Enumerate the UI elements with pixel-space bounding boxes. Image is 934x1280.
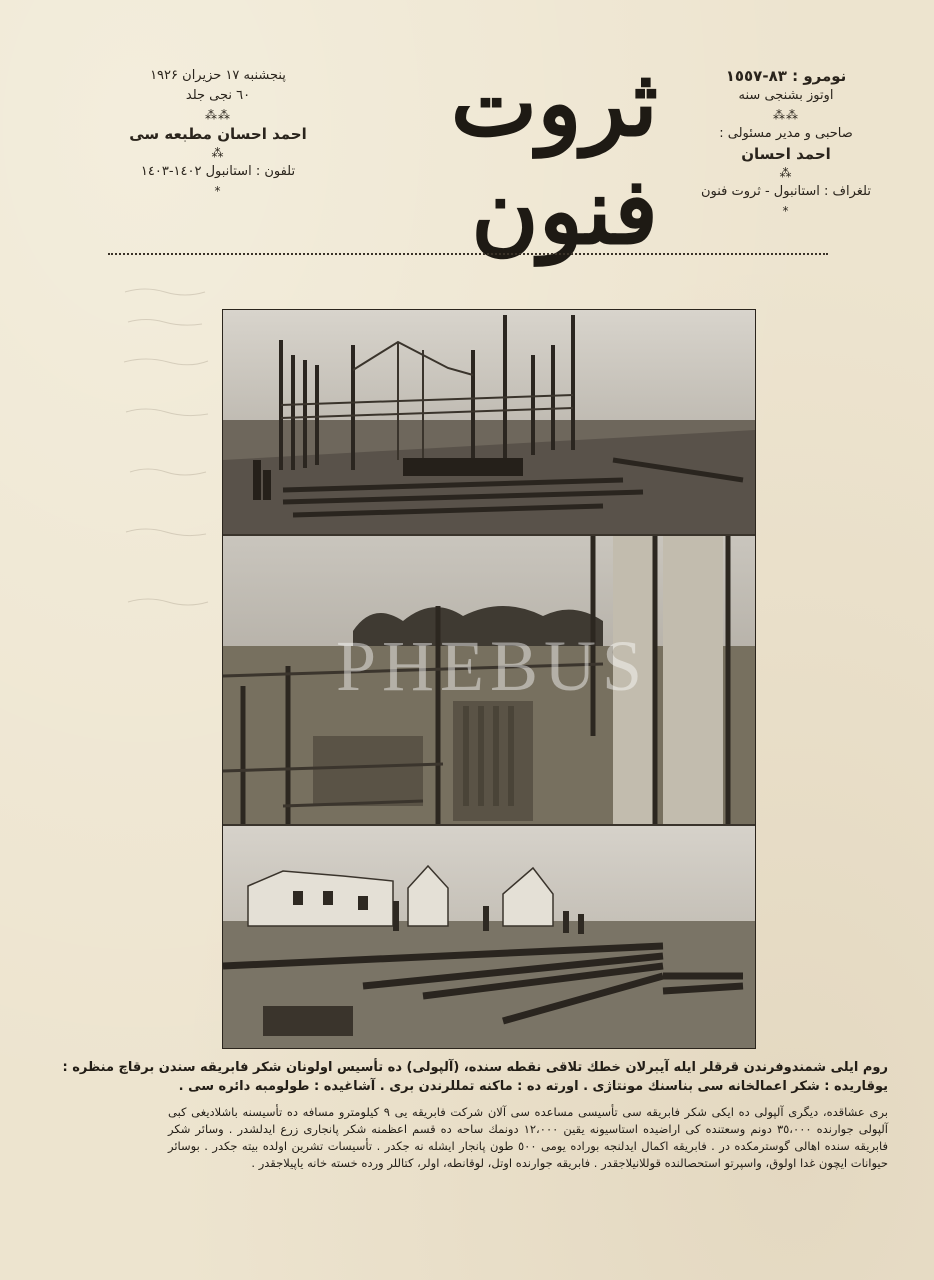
- owner-name: احمد احسان: [741, 145, 831, 163]
- ornament-stars: ⁂⁂: [773, 108, 799, 122]
- issue-date: پنجشنبه ۱۷ حزیران ۱۹۲۶: [150, 68, 286, 83]
- phone-number: تلفون : استانبول ۱٤۰۲-۱٤۰۳: [140, 164, 296, 179]
- masthead-right-info: [686, 66, 886, 220]
- newspaper-title: ثروت فنون: [450, 49, 658, 265]
- publication-year: اوتوز بشنجی سنه: [738, 88, 834, 103]
- masthead: [0, 0, 934, 265]
- ornament-stars: ⁂⁂: [205, 108, 231, 122]
- photo-pump-house: [223, 826, 755, 1048]
- ornament-stars: ⁂: [779, 166, 793, 180]
- press-name: احمد احسان مطبعه سی: [129, 125, 307, 143]
- issue-number: نومرو : ۸۳-۱٥٥۷: [725, 67, 847, 85]
- ornament-stars: ⁂: [211, 146, 225, 160]
- photo-steel-frame-construction: [223, 310, 755, 534]
- photo-caption: [62, 1058, 888, 1172]
- faint-handwriting: [120, 272, 220, 772]
- volume-number: ٦٠ نجی جلد: [185, 88, 251, 103]
- caption-body: بری عشاقده، دیگری آلپولی ده ایکی شکر فابریقه سی تأسیسی مساعده سی آلان شرکت فابریقه یی ۹ کیلومترو مسافه ده تأسیسنه باشلادیغی کبی آلپولی جوارنده ۳٥،۰۰۰ دونم وسعتنده کی اراضیده استاسیونه یقین ۱۲،۰۰۰ دونمك ساحه ده قسم اعظمنه شکر پانجاری زرع ایدلشدر . وسائر شکر فابریقه سنده اهالی گوسترمکده در . فابریقه اکمال ایدلنجه بوراده یومی ٥۰۰ طون پانجار ایشله نه جکدر . تأسیسات تشرین اولده بیته جکدر . بوسائر حیوانات ایچون غدا اولوق، واسپرتو استحصالنده قوللانیلاجقدر . فابریقه جوارنده اوتل، لوقانطه، اولر، کتاللر ورده خسته خانه یاپیلاجقدر .: [168, 1105, 888, 1170]
- ornament-star: *: [782, 204, 790, 218]
- telegraph-address: تلغراف : استانبول - ثروت فنون: [701, 184, 871, 199]
- masthead-divider: [108, 253, 828, 255]
- watermark: PHEBUS: [335, 626, 649, 706]
- owner-label: صاحبی و مدیر مسئولی :: [719, 126, 853, 141]
- caption-line-2: یوقاریده : شکر اعمالخانه سی بناسنك مونتاژی . اورته ده : ماکنه تمللرندن بری . آشاغیده : طولومبه دائره سی .: [178, 1079, 888, 1094]
- ornament-star: *: [214, 184, 222, 198]
- caption-line-1: روم ایلی شمندوفرندن قرقلر ایله آیبرلان خطك تلاقی نقطه سنده، (آلپولی) ده تأسیس اولونان شکر فابریقه سندن برقاچ منظره :: [62, 1060, 888, 1075]
